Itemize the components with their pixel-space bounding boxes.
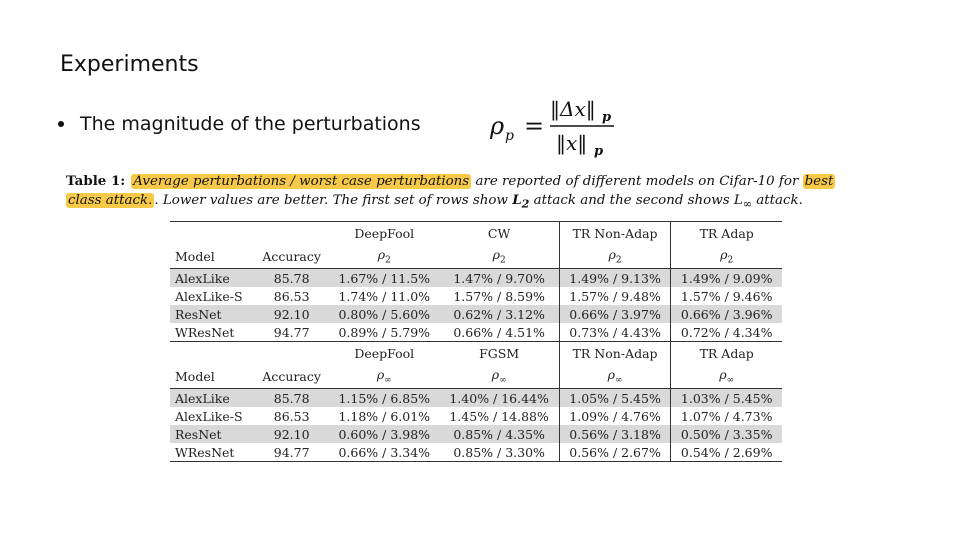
caption-text-2: . Lower values are better. The first set of rows show bbox=[154, 193, 513, 208]
value-cell: 1.57% / 9.48% bbox=[559, 287, 671, 305]
metric-header: $\rho_2$ bbox=[440, 244, 560, 269]
formula bbox=[490, 90, 620, 160]
value-cell: 0.66% / 4.51% bbox=[453, 324, 545, 340]
table-row bbox=[170, 443, 782, 462]
header-blank bbox=[170, 222, 254, 245]
caption-text-4: attack. bbox=[752, 193, 803, 208]
group2-method-header: FGSM bbox=[440, 342, 560, 365]
value-cell: 1.67% / 11.5% bbox=[329, 269, 440, 288]
value-cell: 0.89% / 5.79% bbox=[338, 324, 431, 340]
bullet-text: The magnitude of the perturbations bbox=[80, 113, 421, 135]
metric-header: $\rho_\infty$ bbox=[440, 364, 560, 389]
value-cell: 0.54% / 2.69% bbox=[671, 443, 782, 462]
formula-eq: = bbox=[524, 112, 545, 140]
value-cell: 0.56% / 3.18% bbox=[559, 425, 671, 443]
caption-highlight-2a: best bbox=[804, 174, 834, 189]
model-cell: ResNet bbox=[170, 425, 254, 443]
model-cell: ResNet bbox=[170, 305, 254, 323]
table-row bbox=[170, 305, 782, 323]
accuracy-cell: 94.77 bbox=[273, 324, 310, 340]
value-cell: 1.57% / 9.46% bbox=[671, 287, 782, 305]
value-cell: 0.80% / 5.60% bbox=[329, 305, 440, 323]
value-cell: 0.66% / 3.96% bbox=[671, 305, 782, 323]
results-table bbox=[170, 221, 782, 462]
value-cell: 0.56% / 2.67% bbox=[559, 443, 671, 462]
value-cell: 1.05% / 5.45% bbox=[559, 389, 671, 408]
value-cell: 0.73% / 4.43% bbox=[559, 323, 671, 342]
formula-denominator: ‖x‖ bbox=[556, 131, 588, 155]
table-row bbox=[170, 389, 782, 408]
col-accuracy-header: Accuracy bbox=[254, 364, 329, 389]
header-blank bbox=[254, 342, 329, 365]
formula-numerator: ‖Δx‖ bbox=[550, 97, 596, 121]
formula-svg bbox=[490, 90, 620, 160]
accuracy-cell: 92.10 bbox=[254, 425, 329, 443]
accuracy-cell: 92.10 bbox=[254, 305, 329, 323]
caption-linf: $L_\infty$ bbox=[733, 193, 753, 211]
caption-highlight-1: Average perturbations / worst case perturbations bbox=[133, 174, 470, 189]
slide-title: Experiments bbox=[60, 52, 199, 77]
group1-method-header: TR Adap bbox=[671, 222, 782, 245]
table-row bbox=[170, 323, 782, 342]
table-row bbox=[170, 407, 782, 425]
accuracy-cell: 86.53 bbox=[273, 288, 310, 304]
value-cell: 0.62% / 3.12% bbox=[440, 305, 560, 323]
model-cell: WResNet bbox=[175, 324, 235, 340]
bullet-dot-icon bbox=[58, 121, 64, 127]
accuracy-cell: 94.77 bbox=[254, 443, 329, 462]
metric-header: $\rho_\infty$ bbox=[559, 364, 671, 389]
value-cell: 0.66% / 3.34% bbox=[329, 443, 440, 462]
formula-lhs: ρ bbox=[490, 112, 505, 140]
value-cell: 1.07% / 4.73% bbox=[671, 407, 782, 425]
formula-lhs-sub: p bbox=[505, 128, 514, 144]
table-row bbox=[170, 425, 782, 443]
value-cell: 1.47% / 9.70% bbox=[440, 269, 560, 288]
value-cell: 1.57% / 8.59% bbox=[453, 288, 545, 304]
group1-metric-header-row bbox=[170, 244, 782, 269]
group2-method-header: TR Non-Adap bbox=[559, 342, 671, 365]
value-cell: 1.03% / 5.45% bbox=[671, 389, 782, 408]
metric-header: $\rho_2$ bbox=[329, 244, 440, 269]
model-cell: AlexLike bbox=[170, 269, 254, 288]
caption-text-1: are reported of different models on Cifar-10 for bbox=[471, 174, 803, 189]
value-cell: 1.09% / 4.76% bbox=[559, 407, 671, 425]
table-row bbox=[170, 269, 782, 288]
header-blank bbox=[170, 342, 254, 365]
model-cell: WResNet bbox=[170, 443, 254, 462]
bullet-item bbox=[58, 113, 421, 135]
value-cell: 0.60% / 3.98% bbox=[329, 425, 440, 443]
metric-header: $\rho_2$ bbox=[671, 244, 782, 269]
group2-method-header: TR Adap bbox=[671, 342, 782, 365]
col-model-header: Model bbox=[170, 364, 254, 389]
accuracy-cell: 85.78 bbox=[254, 389, 329, 408]
caption-text-3: attack and the second shows bbox=[529, 193, 734, 208]
metric-header: $\rho_2$ bbox=[559, 244, 671, 269]
caption-l2: $L_2$ bbox=[512, 192, 530, 211]
model-cell: AlexLike bbox=[170, 389, 254, 408]
formula-denominator-sub: p bbox=[594, 144, 604, 159]
value-cell: 1.49% / 9.13% bbox=[559, 269, 671, 288]
value-cell: 0.85% / 4.35% bbox=[440, 425, 560, 443]
model-cell: AlexLike-S bbox=[175, 288, 243, 304]
value-cell: 1.15% / 6.85% bbox=[329, 389, 440, 408]
header-blank bbox=[254, 222, 329, 245]
table-caption bbox=[66, 172, 896, 214]
metric-header: $\rho_\infty$ bbox=[671, 364, 782, 389]
value-cell: 0.50% / 3.35% bbox=[671, 425, 782, 443]
table-row bbox=[170, 287, 782, 305]
group1-method-header-row bbox=[170, 222, 782, 245]
col-model-header: Model bbox=[170, 244, 254, 269]
results-table-container bbox=[170, 221, 782, 462]
value-cell: 1.49% / 9.09% bbox=[671, 269, 782, 288]
value-cell: 1.74% / 11.0% bbox=[338, 288, 431, 304]
accuracy-cell: 85.78 bbox=[254, 269, 329, 288]
caption-label: Table 1: bbox=[66, 173, 126, 189]
value-cell: 1.18% / 6.01% bbox=[338, 408, 431, 424]
group2-method-header-row bbox=[170, 342, 782, 365]
value-cell: 1.40% / 16.44% bbox=[440, 389, 560, 408]
model-cell: AlexLike-S bbox=[175, 408, 243, 424]
group1-method-header: CW bbox=[440, 222, 560, 245]
metric-header: $\rho_\infty$ bbox=[329, 364, 440, 389]
value-cell: 0.66% / 3.97% bbox=[559, 305, 671, 323]
col-accuracy-header: Accuracy bbox=[254, 244, 329, 269]
group1-method-header: TR Non-Adap bbox=[559, 222, 671, 245]
group2-method-header: DeepFool bbox=[329, 342, 440, 365]
value-cell: 0.85% / 3.30% bbox=[440, 443, 560, 462]
caption-highlight-2b: class attack. bbox=[68, 193, 153, 208]
group2-metric-header-row bbox=[170, 364, 782, 389]
group1-method-header: DeepFool bbox=[329, 222, 440, 245]
formula-numerator-sub: p bbox=[602, 110, 612, 125]
value-cell: 1.45% / 14.88% bbox=[449, 408, 549, 424]
accuracy-cell: 86.53 bbox=[273, 408, 310, 424]
value-cell: 0.72% / 4.34% bbox=[671, 323, 782, 342]
